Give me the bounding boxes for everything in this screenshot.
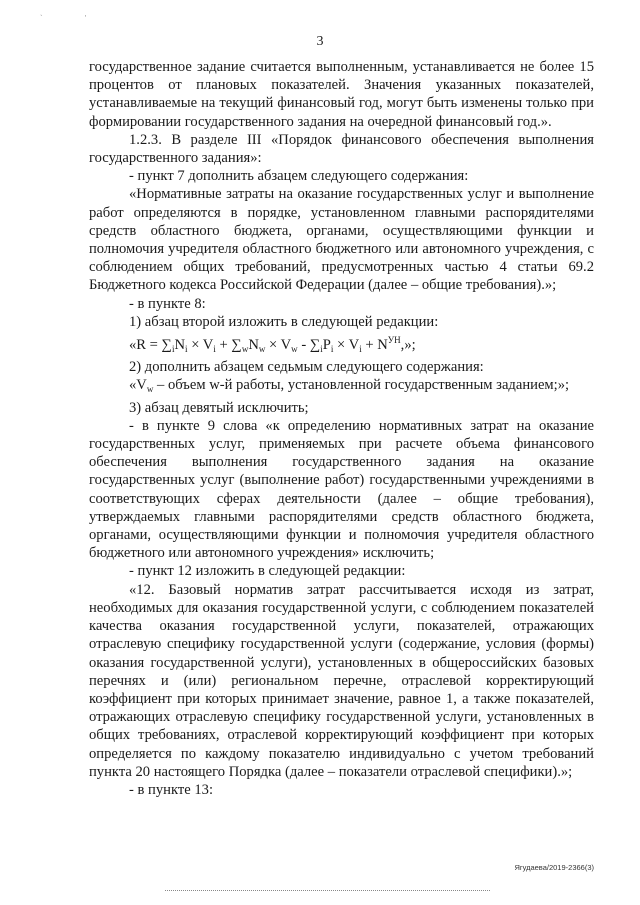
paragraph-item-8-3: 3) абзац девятый исключить; bbox=[129, 399, 309, 416]
corner-mark: ` ' bbox=[40, 14, 107, 23]
paragraph-section-1-2-3: 1.2.3. В разделе III «Порядок финансового обеспечения выполнения государственного задания»: bbox=[89, 131, 594, 167]
paragraph-item-12: - пункт 12 изложить в следующей редакции: bbox=[129, 563, 406, 580]
page-number: 3 bbox=[316, 34, 324, 49]
paragraph-item-12-text: «12. Базовый норматив затрат рассчитывается исходя из затрат, необходимых для оказания государственной услуги, с соблюдением показателей качества оказания государственной услуги, показателей, отражающих отраслевую специфику государственной услуги (содержание, условия (формы) оказания государственной услуги), установленных в общероссийских базовых перечнях и (или) региональном перечне, отраслевой корректирующий коэффициент при которых принимает значение, равное 1, а также показателей, отражающих отраслевую специфику государственной услуги, установленных в общих требованиях, отраслевой корректирующий коэффициент при которых определяется по каждому показателю индивидуально с учетом требований пункта 20 настоящего Порядка (далее – показатели отраслевой специфики).»; bbox=[89, 581, 594, 780]
paragraph-item-8-1: 1) абзац второй изложить в следующей редакции: bbox=[129, 313, 439, 330]
paragraph-item-7: - пункт 7 дополнить абзацем следующего содержания: bbox=[129, 168, 469, 185]
bottom-rule bbox=[165, 890, 490, 891]
paragraph-normative-costs: «Нормативные затраты на оказание государственных услуг и выполнение работ определяются в порядке, установленном главными распорядителями средств областного бюджета, органами, осуществляющими функции и полномочия учредителя областного бюджетного или автономного учреждения, с соблюдением общих требований, предусмотренных частью 4 статьи 69.2 Бюджетного кодекса Российской Федерации (далее – общие требования).»; bbox=[89, 186, 594, 294]
document-body bbox=[89, 58, 594, 799]
paragraph-item-13: - в пункте 13: bbox=[129, 781, 214, 798]
paragraph-continuation: государственное задание считается выполненным, устанавливается не более 15 процентов от плановых показателей. Значения указанных показателей, устанавливаемые на текущий финансовый год, могут быть изменены только при формировании государственного задания на очередной финансовый год.». bbox=[89, 59, 594, 130]
paragraph-item-8-2: 2) дополнить абзацем седьмым следующего содержания: bbox=[129, 359, 484, 376]
paragraph-vw-definition: «$V_w$ – объем w-й работы, установленной государственным заданием;»; bbox=[129, 377, 570, 395]
paragraph-item-9: - в пункте 9 слова «к определению нормативных затрат на оказание государственных услуг, применяемых при расчете объема финансового обеспечения выполнения государственного задания на оказание государственных услуг (выполнение работ) государственными учреждениями в соответствующих сферах деятельности (далее – общие требования), утверждаемых главными распорядителями средств областного бюджета, органами, осуществляющими функции и полномочия учредителя областного бюджетного или автономного учреждения» исключить; bbox=[89, 417, 594, 562]
footer-reference: Ягудаева/2019-2366(3) bbox=[514, 863, 594, 872]
formula: «$R = \sum_iN_i \times V_i + \sum_wN_w \times V_w - \sum_iP_i \times V_i + N^{УН}$,»; bbox=[129, 335, 416, 355]
paragraph-item-8: - в пункте 8: bbox=[129, 295, 206, 312]
